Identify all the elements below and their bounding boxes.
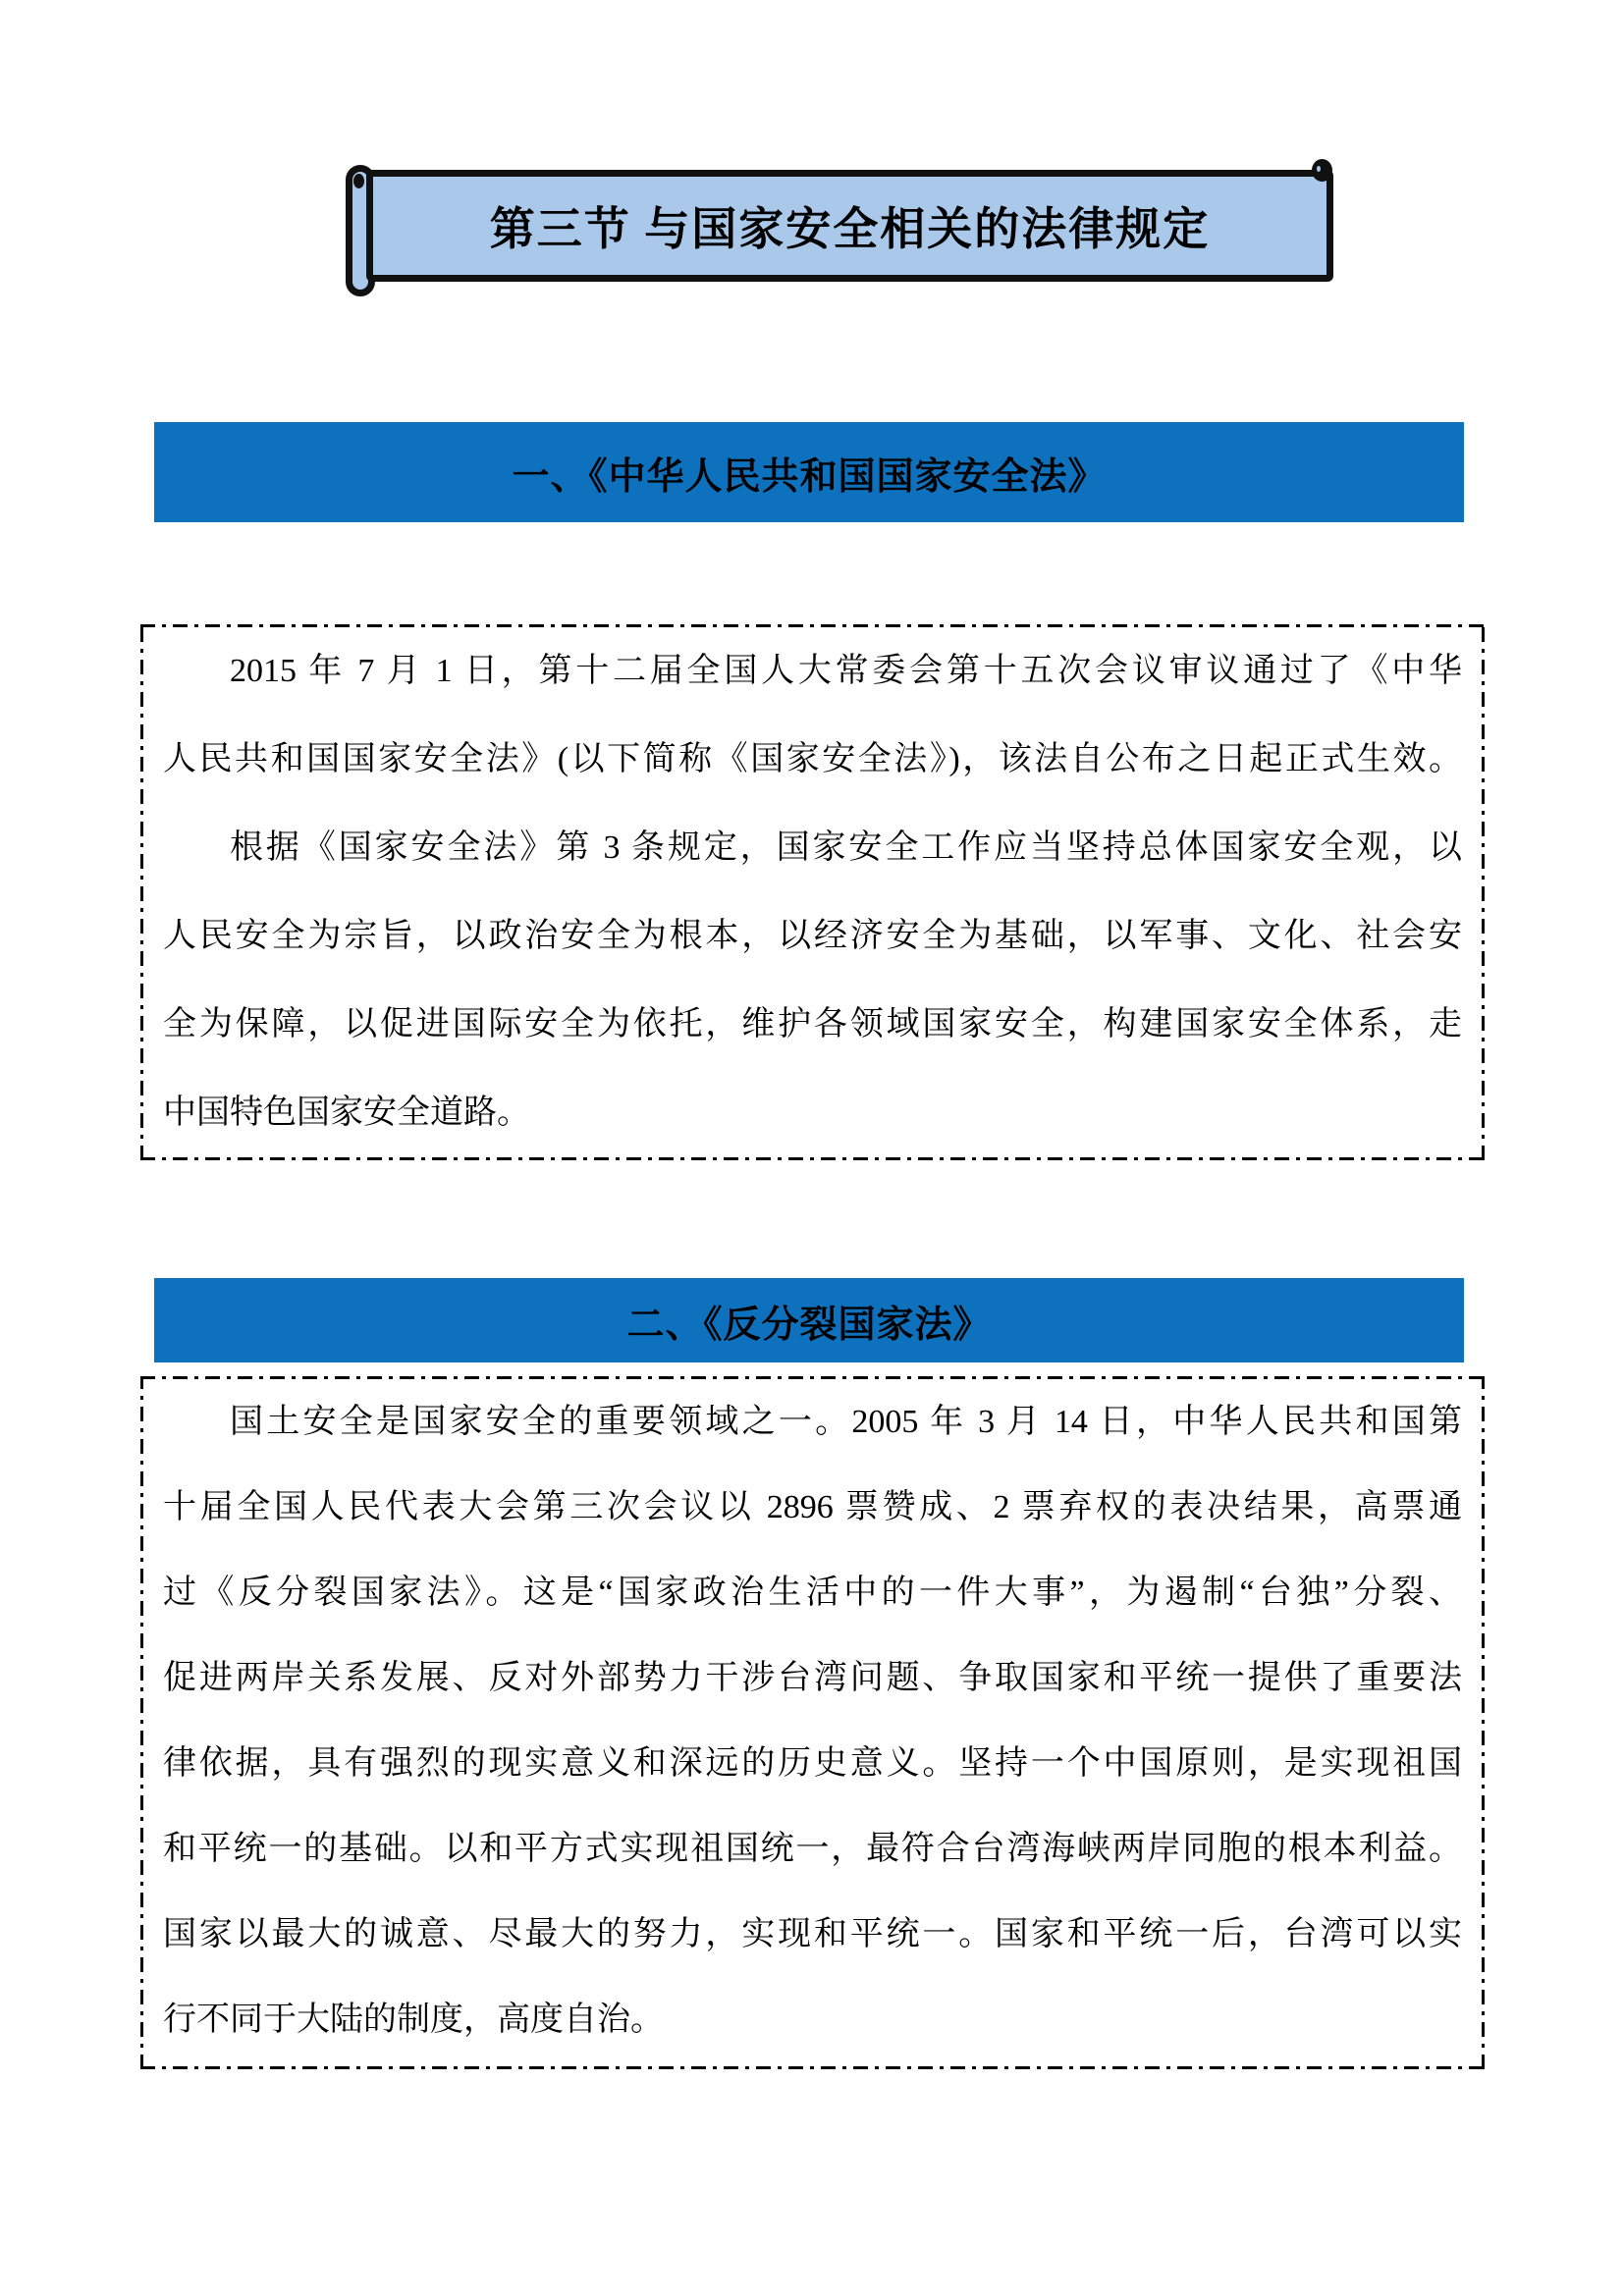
text-line: 根据《国家安全法》第 3 条规定，国家安全工作应当坚持总体国家安全观，以 xyxy=(230,829,1462,866)
text-line: 全为保障，以促进国际安全为依托，维护各领域国家安全，构建国家安全体系，走 xyxy=(163,1006,1462,1042)
text-line: 过《反分裂国家法》。这是“国家政治生活中的一件大事”，为遏制“台独”分裂、 xyxy=(163,1575,1462,1611)
text-line: 人民共和国国家安全法》(以下简称《国家安全法》)，该法自公布之日起正式生效。 xyxy=(163,741,1462,777)
subsection-1-header-bar xyxy=(154,422,1464,522)
subsection-2-heading: 二、《反分裂国家法》 xyxy=(626,1304,992,1346)
dashed-border-left xyxy=(140,1376,143,2069)
text-line: 国土安全是国家安全的重要领域之一。2005 年 3 月 14 日，中华人民共和国第 xyxy=(230,1404,1462,1440)
banner-scroll-knob-icon xyxy=(1312,159,1332,182)
text-line: 2015 年 7 月 1 日，第十二届全国人大常委会第十五次会议审议通过了《中华 xyxy=(230,653,1462,689)
dashed-border-bottom xyxy=(140,1157,1485,1160)
text-line: 律依据，具有强烈的现实意义和深远的历史意义。坚持一个中国原则，是实现祖国 xyxy=(163,1745,1462,1782)
text-line: 中国特色国家安全道路。 xyxy=(163,1095,530,1131)
subsection-1-text xyxy=(163,627,1462,1157)
text-line: 促进两岸关系发展、反对外部势力干涉台湾问题、争取国家和平统一提供了重要法 xyxy=(163,1660,1462,1696)
text-line: 和平统一的基础。以和平方式实现祖国统一，最符合台湾海峡两岸同胞的根本利益。 xyxy=(163,1831,1462,1867)
dashed-border-bottom xyxy=(140,2066,1485,2069)
dashed-border-left xyxy=(140,624,143,1160)
subsection-1-heading: 一、《中华人民共和国国家安全法》 xyxy=(512,455,1107,498)
section-title-banner xyxy=(346,165,1333,296)
subsection-2-content-box xyxy=(140,1376,1485,2069)
text-line: 国家以最大的诚意、尽最大的努力，实现和平统一。国家和平统一后，台湾可以实 xyxy=(163,1916,1462,1952)
dashed-border-right xyxy=(1482,1376,1485,2069)
section-title: 第三节 与国家安全相关的法律规定 xyxy=(489,204,1211,254)
subsection-1-content-box xyxy=(140,624,1485,1160)
subsection-2-header-bar xyxy=(154,1278,1464,1362)
text-line: 行不同于大陆的制度，高度自治。 xyxy=(163,2002,664,2038)
text-line: 十届全国人民代表大会第三次会议以 2896 票赞成、2 票弃权的表决结果，高票通 xyxy=(163,1489,1462,1525)
banner-plate xyxy=(366,170,1333,282)
dashed-border-right xyxy=(1482,624,1485,1160)
subsection-2-text xyxy=(163,1379,1462,2062)
text-line: 人民安全为宗旨，以政治安全为根本，以经济安全为基础，以军事、文化、社会安 xyxy=(163,918,1462,954)
